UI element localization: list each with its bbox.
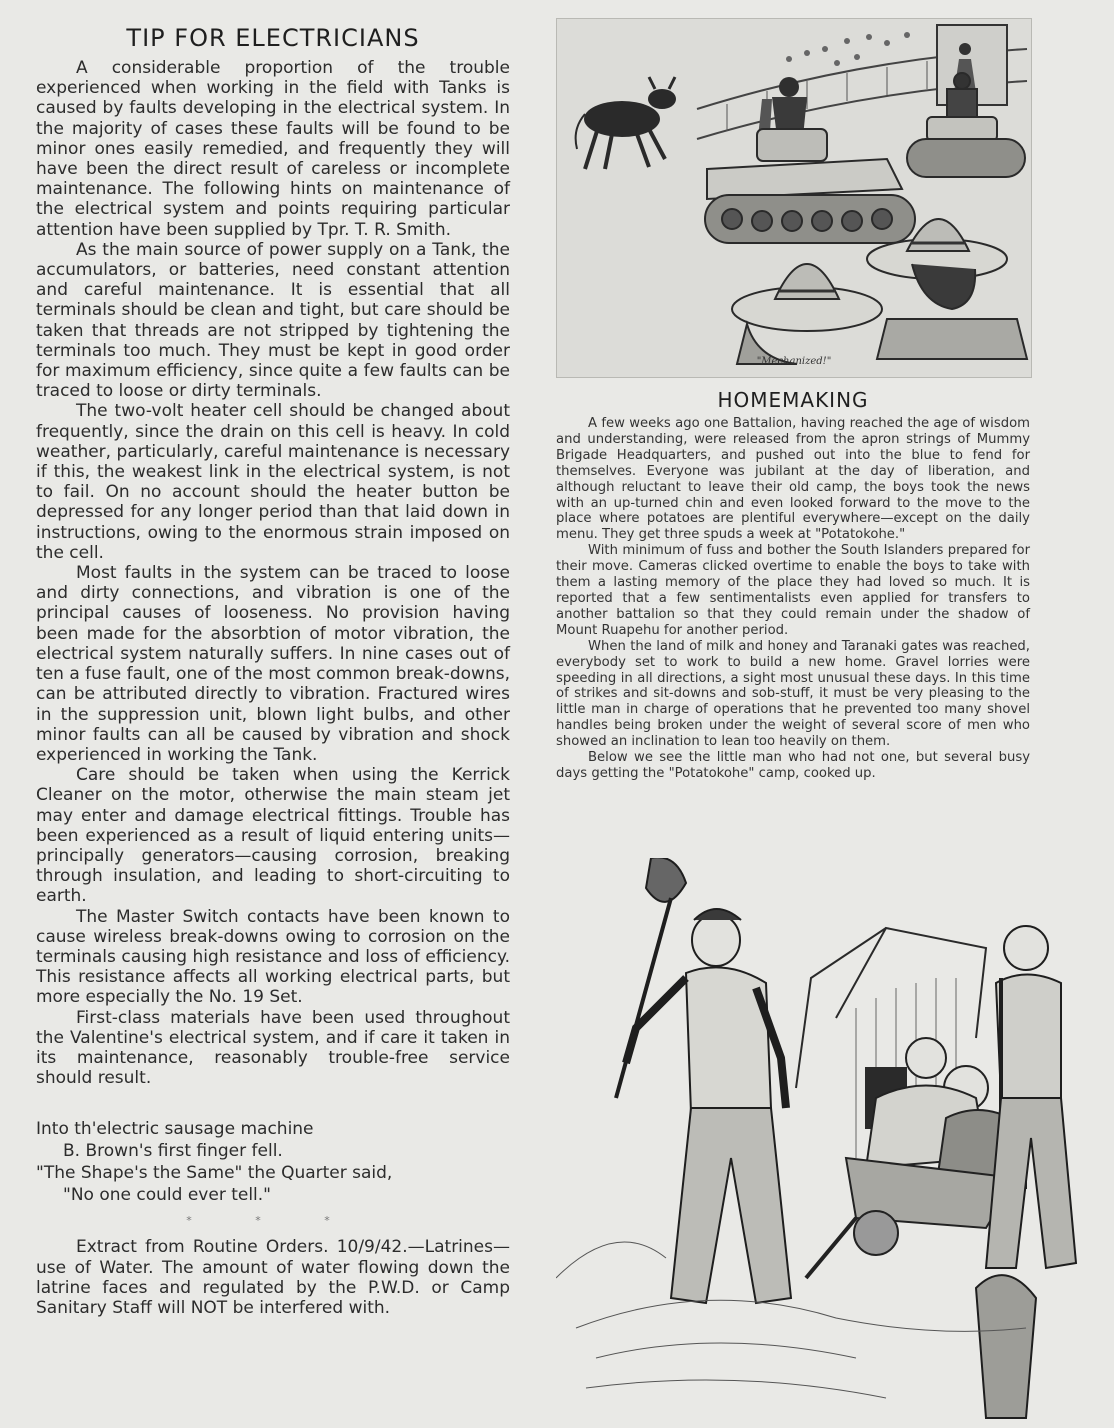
homemaking-paragraph: A few weeks ago one Battalion, having reached the age of wisdom and understanding, were released from the apron strings of Mummy Brigade Headquarters, and pushed out into the blue to fend for themselves. Everyone was jubilant at the day of liberation, and although reluctant to leave their old camp, the boys took the news with an up-turned chin and even looked forward to the move to the place where potatoes are plentiful everywhere—except on the daily menu. They get three spuds a week at "Potatokohe." xyxy=(556,416,1030,543)
camp-workers-illustration xyxy=(556,858,1112,1424)
article-paragraph: As the main source of power supply on a Tank, the accumulators, or batteries, need constant attention and careful maintenance. It is essential that all terminals should be clean and tight, but care should be taken that threads are not stripped by tightening the terminals too much. They must be kept in good order for maximum efficiency, since quite a few faults can be traced to loose or dirty terminals. xyxy=(36,239,510,402)
homemaking-paragraph: Below we see the little man who had not one, but several busy days getting the "Potatokohe" camp, cooked up. xyxy=(556,750,1030,781)
article-paragraph: Most faults in the system can be traced to loose and dirty connections, and vibration is one of the principal causes of looseness. No provision having been made for the absorbtion of motor vibration, the electrical system naturally suffers. In nine cases out of ten a fuse fault, one of the most common break-downs, can be attributed directly to vibration. Fractured wires in the suppression unit, blown light bulbs, and other minor faults can all be caused by vibration and shock experienced in working the Tank. xyxy=(36,563,510,765)
article-paragraph: The two-volt heater cell should be changed about frequently, since the drain on this cell is heavy. In cold weather, particularly, careful maintenance is necessary if this, the weakest link in the electrical system, is not to fail. On no account should the heater button be depressed for any longer period than that laid down in instructions, owing to the enormous strain imposed on the cell. xyxy=(36,401,510,563)
poem-line: "The Shape's the Same" the Quarter said, xyxy=(36,1163,393,1184)
homemaking-column xyxy=(556,18,1030,782)
article-paragraph: Care should be taken when using the Kerrick Cleaner on the motor, otherwise the main steam jet may enter and damage electrical fittings. Trouble has been experienced as a result of liquid entering units—principally generators—causing corrosion, breaking through insulation, and leading to short-circuiting to earth. xyxy=(36,765,510,907)
sausage-poem xyxy=(36,1118,510,1206)
bull-figure xyxy=(576,77,676,169)
routine-orders-extract: Extract from Routine Orders. 10/9/42.—Latrines—use of Water. The amount of water flowing down the latrine faces and regulated by the P.W.D. or Camp Sanitary Staff will NOT be interfered with. xyxy=(36,1237,510,1318)
homemaking-paragraph: When the land of milk and honey and Taranaki gates was reached, everybody set to work to build a new home. Gravel lorries were speeding in all directions, a sight most unusual these days. In this time of strikes and sit-downs and sob-stuff, it must be very pleasing to the little man in charge of operations that he prevented too many shovel handles being broken under the weight of several score of men who showed an inclination to lean too heavily on them. xyxy=(556,638,1030,750)
bullfight-tank-cartoon xyxy=(556,18,1032,378)
electricians-article xyxy=(36,24,510,1318)
homemaking-paragraph: With minimum of fuss and bother the South Islanders prepared for their move. Cameras clicked overtime to enable the boys to take with them a lasting memory of the place they had loved so much. It is reported that a few sentimentalists even applied for transfers to another battalion so that they could remain under the shadow of Mount Ruapehu for another period. xyxy=(556,543,1030,638)
homemaking-title: HOMEMAKING xyxy=(717,388,869,412)
article-paragraph: The Master Switch contacts have been known to cause wireless break-downs owing to corrosion on the terminals causing high resistance and loss of efficiency. This resistance affects all working electrical parts, but more especially the No. 19 Set. xyxy=(36,906,510,1008)
poem-line: Into th'electric sausage machine xyxy=(36,1119,314,1140)
poem-line: B. Brown's first finger fell. xyxy=(36,1141,283,1162)
article-title: TIP FOR ELECTRICIANS xyxy=(126,24,420,52)
shovel-worker-figure xyxy=(616,858,791,1303)
cartoon-drawing xyxy=(557,19,1031,377)
tank-figure xyxy=(705,129,915,243)
article-paragraph: First-class materials have been used throughout the Valentine's electrical system, and if care it taken in its maintenance, reasonably trouble-free service should result. xyxy=(36,1007,510,1089)
poem-line: "No one could ever tell." xyxy=(36,1185,272,1206)
cartoon-caption: "Mechanized!" xyxy=(756,356,832,367)
section-separator: * * * xyxy=(186,1214,360,1228)
article-paragraph: A considerable proportion of the trouble experienced when working in the field with Tanks is caused by faults developing in the electrical system. In the majority of cases these faults will be found to be minor ones easily remedied, and frequently they will have been the direct result of careless or incomplete maintenance. The following hints on maintenance of the electrical system and points requiring particular attention have been supplied by Tpr. T. R. Smith. xyxy=(36,58,510,240)
